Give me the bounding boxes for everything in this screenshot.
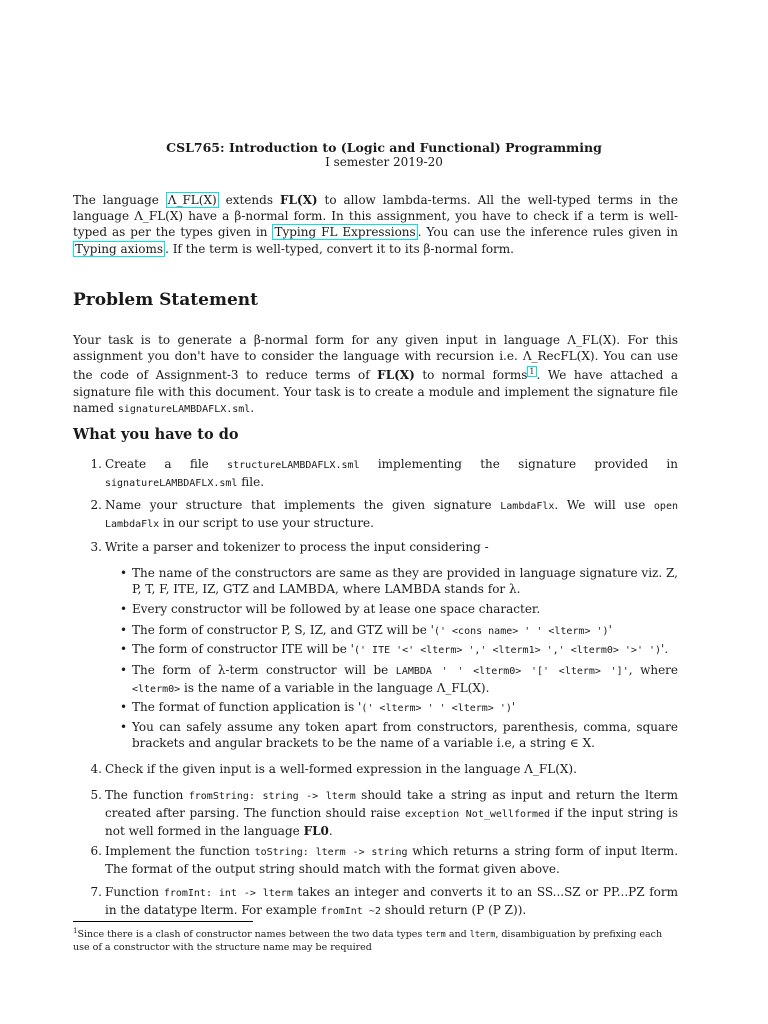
sub-list-item: • The form of constructor ITE will be '(' ITE '<' <lterm> ',' <lterm1> ',' <lterm0> '>' ')'. [120, 642, 669, 656]
footnote-rule [73, 921, 253, 922]
list-item: 3. Write a parser and tokenizer to process the input considering - [90, 540, 489, 554]
sub-list-item: • Every constructor will be followed by at lease one space character. [120, 602, 541, 616]
list-item: 7. Function fromInt: int -> lterm takes an integer and converts it to an SS...SZ or PP...PZ form in the datatype lterm. For example fromInt ~2 should return (P (P Z)). [90, 885, 679, 918]
typing-axioms-link[interactable]: Typing axioms [75, 241, 164, 256]
problem-paragraph: Your task is to generate a β-normal form for any given input in language Λ_FL(X). For this assignment you don't have to consider the language with recursion i.e. Λ_RecFL(X). You can use the code of Assignment-3 to reduce terms of FL(X) to normal forms $^1$ . We have attached a signature file with this document. Your task is to create a module and implement the signature file named signatureLAMBDAFLX.sml. [73, 333, 678, 415]
language-link[interactable]: Λ_FL(X) [167, 193, 217, 207]
typing-fl-expressions-link[interactable]: Typing FL Expressions [274, 225, 416, 240]
sub-list-item: • The name of the constructors are same as they are provided in language signature viz. Z, P, T, F, ITE, IZ, GTZ and LAMBDA, where LAMBDA stands for λ. [120, 566, 678, 596]
list-item: 1. Create a file structureLAMBDAFLX.sml implementing the signature provided in signatureLAMBDAFLX.sml file. [90, 457, 678, 490]
signature-file-name: signatureLAMBDAFLX.sml [117, 403, 251, 415]
document-header [0, 140, 768, 170]
list-item: 2. Name your structure that implements the given signature LambdaFlx. We will use open LambdaFlx in our script to use your structure. [90, 498, 678, 531]
list-item: 5. The function fromString: string -> lterm should take a string as input and return the lterm created after parsing. The function should raise exception Not_wellformed if the input string is not well formed in the language FL0. [90, 788, 679, 839]
sub-list-item: • The form of constructor P, S, IZ, and GTZ will be '(' <cons name> ' ' <lterm> ')' [120, 623, 612, 637]
list-item: 4. Check if the given input is a well-formed expression in the language Λ_FL(X). [90, 762, 577, 776]
sub-list-item: • You can safely assume any token apart from constructors, parenthesis, comma, square brackets and angular brackets to be the name of a variable i.e, a string ∈ X. [120, 720, 678, 750]
sub-list-item: • The format of function application is '(' <lterm> ' ' <lterm> ')' [120, 700, 516, 714]
problem-statement-heading: Problem Statement [73, 290, 258, 310]
intro-paragraph: The language Λ_FL(X) extends FL(X) to allow lambda-terms. All the well-typed terms in the language Λ_FL(X) have a β-normal form. In this assignment, you have to check if a term is well-typed as per the types given in Typing FL Expressions . You can use the inference rules given in Typing axioms . If the term is well-typed, convert it to its β-normal form. [73, 193, 678, 256]
footnote: $^1$Since there is a clash of constructor names between the two data types term and lterm, disambiguation by prefixing each use of a constructor with the structure name may be required [73, 927, 663, 953]
sub-list-item: • The form of λ-term constructor will be LAMBDA ' ' <lterm0> '[' <lterm> ']', where <lterm0> is the name of a variable in the language Λ_FL(X). [120, 663, 679, 695]
what-you-have-to-do-heading: What you have to do [73, 426, 239, 443]
document-subtitle: I semester 2019-20 [325, 155, 443, 169]
list-item: 6. Implement the function toString: lterm -> string which returns a string form of input lterm. The format of the output string should match with the format given above. [90, 844, 679, 877]
document-title: CSL765: Introduction to (Logic and Functional) Programming [166, 140, 602, 155]
footnote-ref-link[interactable]: 1 [529, 367, 535, 377]
